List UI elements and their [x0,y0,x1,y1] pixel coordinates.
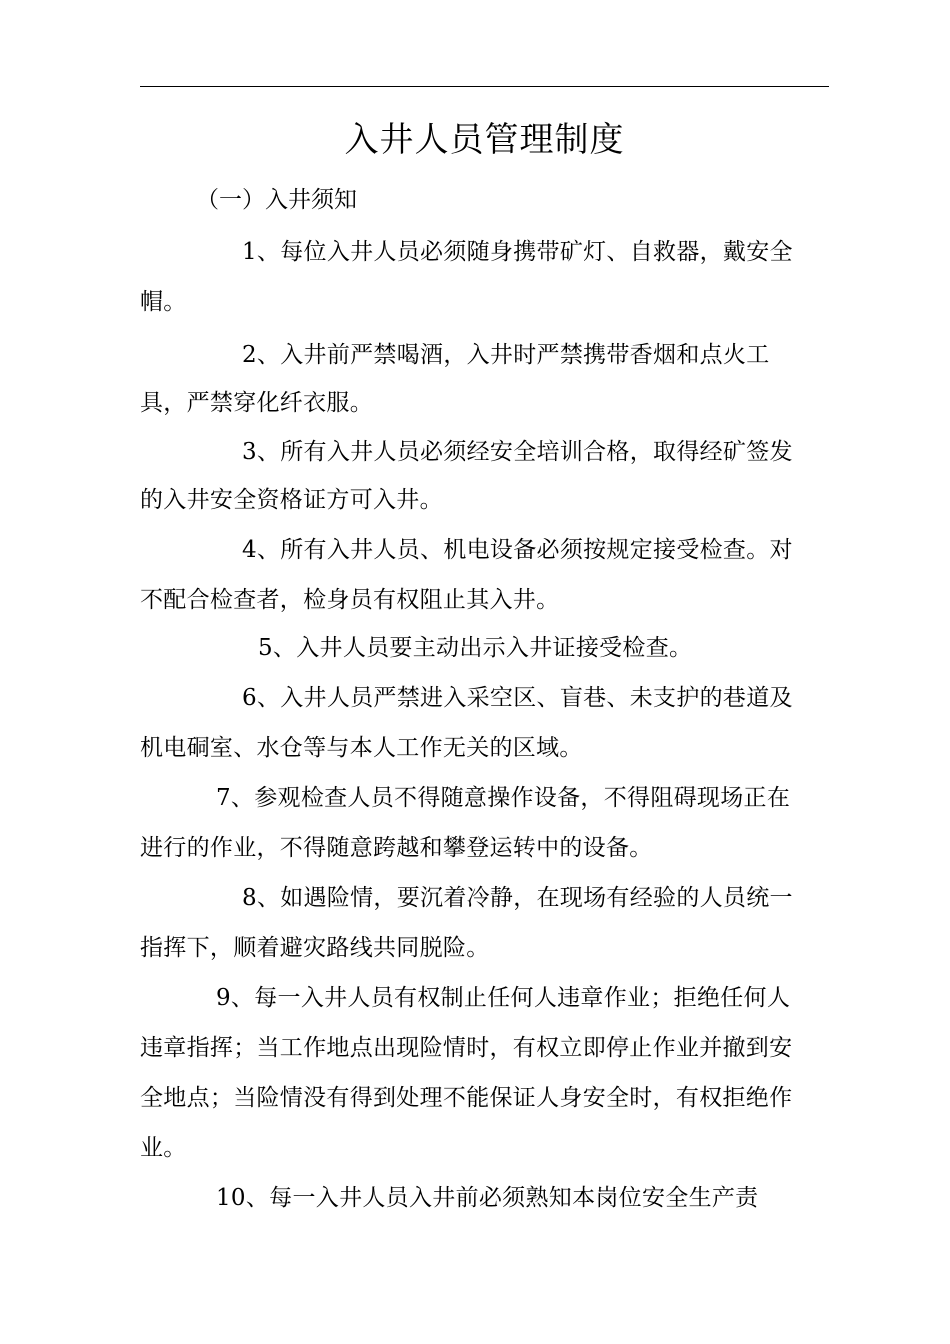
item-7-line-2: 进行的作业，不得随意跨越和攀登运转中的设备。 [140,835,653,861]
item-4-line-1: 4、所有入井人员、机电设备必须按规定接受检查。对 [242,537,793,563]
item-8-line-1: 8、如遇险情，要沉着冷静，在现场有经验的人员统一 [242,885,793,911]
item-2-line-1: 2、入井前严禁喝酒，入井时严禁携带香烟和点火工 [242,342,770,368]
item-9-line-4: 业。 [140,1135,187,1161]
item-9-line-1: 9、每一入井人员有权制止任何人违章作业；拒绝任何人 [216,985,791,1011]
section-heading: （一）入井须知 [196,187,357,213]
item-2-line-2: 具，严禁穿化纤衣服。 [140,390,373,416]
item-3-line-1: 3、所有入井人员必须经安全培训合格，取得经矿签发 [242,439,793,465]
item-1-line-2: 帽。 [140,289,187,315]
item-6-line-2: 机电硐室、水仓等与本人工作无关的区域。 [140,735,583,761]
item-4-line-2: 不配合检查者，检身员有权阻止其入井。 [140,587,560,613]
item-8-line-2: 指挥下，顺着避灾路线共同脱险。 [140,935,490,961]
page-title: 入井人员管理制度 [344,120,625,160]
item-6-line-1: 6、入井人员严禁进入采空区、盲巷、未支护的巷道及 [242,685,793,711]
item-7-line-1: 7、参观检查人员不得随意操作设备，不得阻碍现场正在 [216,785,791,811]
item-3-line-2: 的入井安全资格证方可入井。 [140,487,443,513]
header-rule [140,86,829,87]
item-9-line-2: 违章指挥；当工作地点出现险情时，有权立即停止作业并撤到安 [140,1035,793,1061]
item-9-line-3: 全地点；当险情没有得到处理不能保证人身安全时，有权拒绝作 [140,1085,793,1111]
item-1-line-1: 1、每位入井人员必须随身携带矿灯、自救器，戴安全 [242,239,793,265]
item-5-line-1: 5、入井人员要主动出示入井证接受检查。 [258,635,693,661]
item-10-line-1: 10、每一入井人员入井前必须熟知本岗位安全生产责 [216,1185,759,1211]
